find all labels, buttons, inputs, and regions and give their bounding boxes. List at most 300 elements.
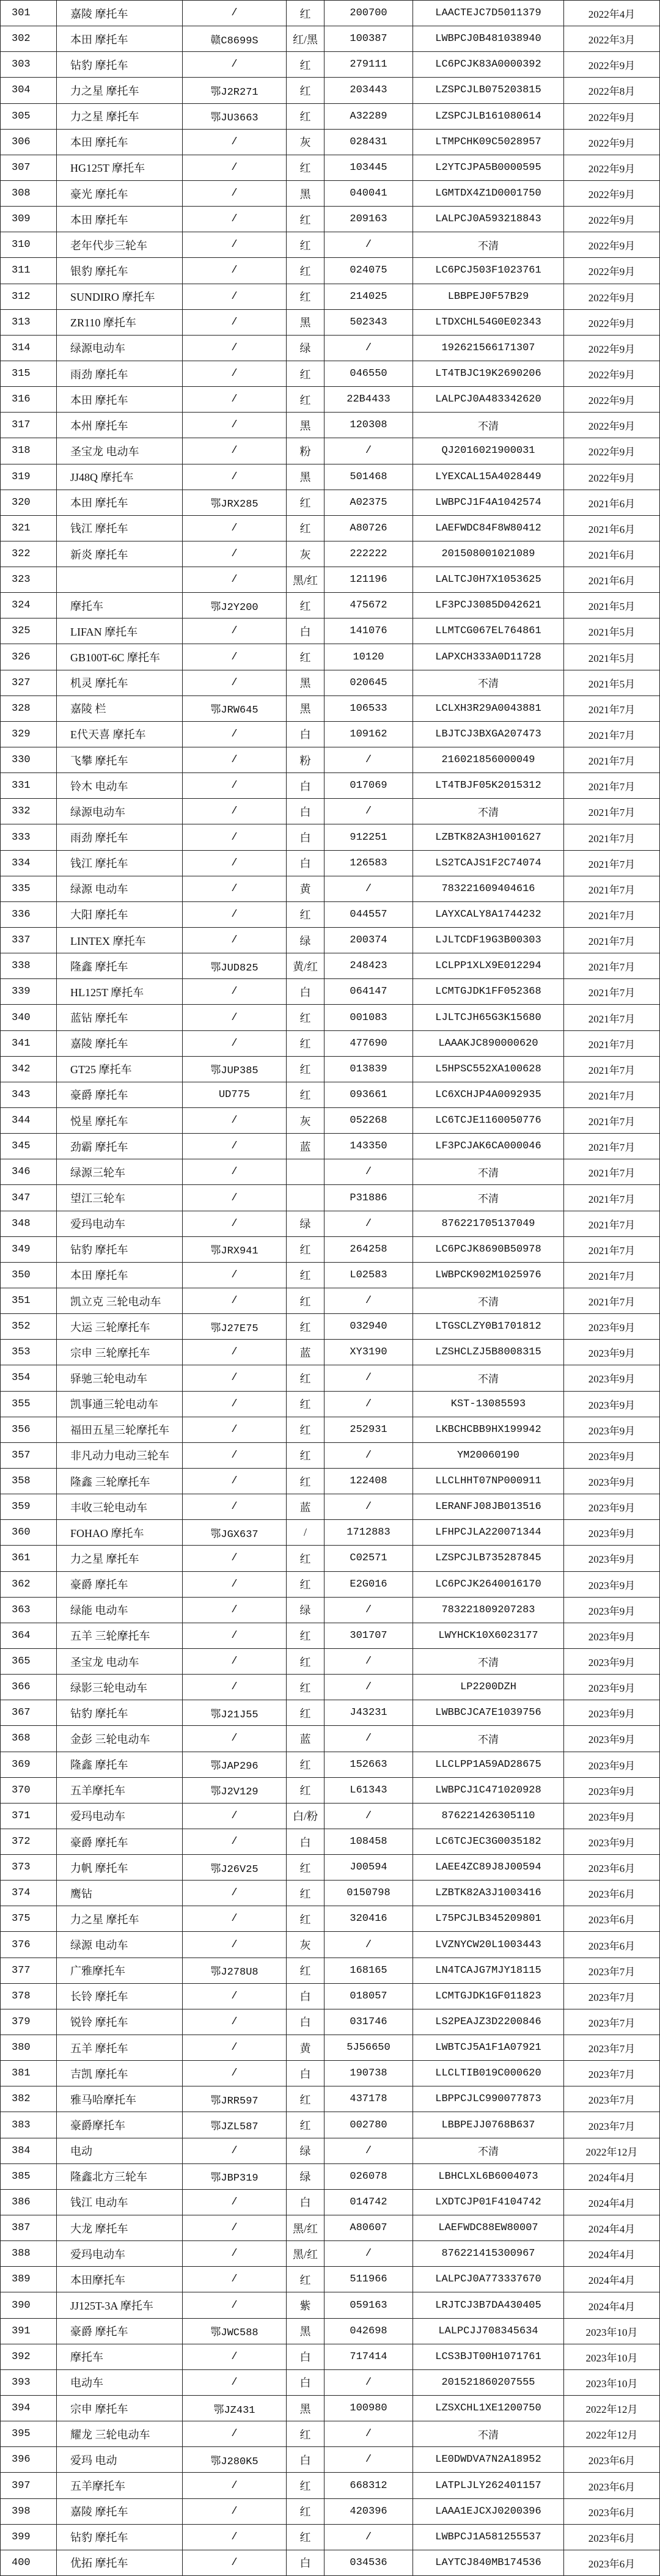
vin-cell: 201508001021089 [413,541,564,567]
vehicle-name-cell: 本田 摩托车 [57,130,183,155]
table-row [1,1108,660,1134]
vehicle-name-cell: 大运 三轮摩托车 [57,1314,183,1340]
table-row [1,2061,660,2086]
vehicle-name-cell: 力之星 摩托车 [57,1546,183,1571]
plate-number-cell: / [183,336,287,361]
vin-cell: LZBTK82A3J1003416 [413,1881,564,1906]
vin-cell: LC6PCJK2640016170 [413,1572,564,1598]
engine-number-cell: 22B4433 [324,387,413,413]
vehicle-name-cell: 宗申 三轮摩托车 [57,1340,183,1365]
plate-number-cell: / [183,851,287,876]
vehicle-color-cell: 红 [287,1057,324,1082]
plate-number-cell: / [183,310,287,336]
engine-number-cell: 044557 [324,902,413,928]
vehicle-color-cell: 黑/红 [287,567,324,593]
plate-number-cell: 鄂JRW645 [183,696,287,722]
vin-cell: YM20060190 [413,1443,564,1469]
vehicle-color-cell: 红 [287,1906,324,1932]
plate-number-cell: / [183,130,287,155]
vin-cell: 不清 [413,1649,564,1675]
engine-number-cell: 209163 [324,207,413,232]
record-date-cell: 2024年4月 [564,2190,660,2215]
record-date-cell: 2021年5月 [564,670,660,696]
vin-cell: LALPCJ0A483342620 [413,387,564,413]
vehicle-name-cell: 福田五星三轮摩托车 [57,1417,183,1443]
vehicle-color-cell: 绿 [287,1211,324,1237]
plate-number-cell: / [183,1572,287,1598]
vehicle-name-cell: 圣宝龙 电动车 [57,1649,183,1675]
vehicle-name-cell: 宗申 摩托车 [57,2396,183,2421]
engine-number-cell: 031746 [324,2009,413,2035]
table-row [1,1623,660,1649]
vehicle-color-cell: 粉 [287,438,324,464]
vehicle-color-cell: 黄/红 [287,953,324,979]
vehicle-name-cell: 钱江 电动车 [57,2190,183,2215]
row-number-cell: 325 [1,618,57,644]
vehicle-name-cell: 蓝钻 摩托车 [57,1005,183,1030]
table-row [1,1855,660,1881]
engine-number-cell: / [324,1494,413,1520]
row-number-cell: 358 [1,1469,57,1494]
vehicle-name-cell: 豪爵摩托车 [57,2112,183,2138]
engine-number-cell: / [324,2241,413,2267]
vin-cell: LALTCJ0H7X1053625 [413,567,564,593]
vehicle-color-cell: 红 [287,2421,324,2447]
table-row [1,1340,660,1365]
vehicle-color-cell: 白 [287,979,324,1005]
vehicle-name-cell: E代天喜 摩托车 [57,722,183,747]
row-number-cell: 392 [1,2344,57,2370]
vehicle-color-cell: 红 [287,644,324,670]
row-number-cell: 367 [1,1700,57,1726]
plate-number-cell: / [183,567,287,593]
vin-cell: 不清 [413,2421,564,2447]
plate-number-cell: 鄂JBP319 [183,2164,287,2190]
record-date-cell: 2021年7月 [564,1134,660,1159]
vehicle-color-cell: 黑 [287,2396,324,2421]
record-date-cell: 2022年9月 [564,361,660,387]
row-number-cell: 323 [1,567,57,593]
engine-number-cell: 143350 [324,1134,413,1159]
record-date-cell: 2023年9月 [564,1700,660,1726]
record-date-cell: 2024年4月 [564,2267,660,2292]
vehicle-name-cell: 力之星 摩托车 [57,104,183,130]
row-number-cell: 384 [1,2138,57,2164]
engine-number-cell: 5J56650 [324,2035,413,2061]
vehicle-color-cell: 白 [287,799,324,824]
vehicle-name-cell: HL125T 摩托车 [57,979,183,1005]
vehicle-color-cell: 绿 [287,2164,324,2190]
table-row [1,361,660,387]
vin-cell: LBBPEJJ0768B637 [413,2112,564,2138]
vehicle-color-cell: 黄 [287,2035,324,2061]
record-date-cell: 2021年7月 [564,928,660,953]
row-number-cell: 394 [1,2396,57,2421]
vehicle-color-cell: / [287,1520,324,1546]
plate-number-cell: / [183,516,287,541]
vehicle-color-cell: 白 [287,722,324,747]
vin-cell: LWBPCJ1A581255537 [413,2525,564,2550]
engine-number-cell: 108458 [324,1829,413,1855]
vehicle-name-cell: 丰收三轮电动车 [57,1494,183,1520]
row-number-cell: 341 [1,1031,57,1057]
vehicle-name-cell: 本州 摩托车 [57,413,183,438]
table-row [1,464,660,490]
table-row [1,1288,660,1314]
vehicle-name-cell: 望江三轮车 [57,1185,183,1211]
plate-number-cell: 鄂J278U8 [183,1958,287,1984]
row-number-cell: 388 [1,2241,57,2267]
vin-cell: LAEFWDC84F8W80412 [413,516,564,541]
vehicle-color-cell: 白 [287,2344,324,2370]
record-date-cell: 2022年9月 [564,310,660,336]
plate-number-cell: 鄂J2Y200 [183,593,287,618]
record-date-cell: 2022年3月 [564,26,660,52]
vin-cell: 不清 [413,2138,564,2164]
plate-number-cell: / [183,2035,287,2061]
row-number-cell: 377 [1,1958,57,1984]
vehicle-color-cell: 红 [287,1237,324,1263]
record-date-cell: 2023年9月 [564,1443,660,1469]
plate-number-cell: / [183,2138,287,2164]
record-date-cell: 2021年7月 [564,979,660,1005]
vehicle-color-cell [287,1185,324,1211]
vehicle-name-cell: 钻豹 摩托车 [57,52,183,78]
plate-number-cell: 鄂JU3663 [183,104,287,130]
plate-number-cell: / [183,1469,287,1494]
engine-number-cell: 100387 [324,26,413,52]
row-number-cell: 380 [1,2035,57,2061]
plate-number-cell: / [183,1263,287,1288]
plate-number-cell: / [183,2525,287,2550]
record-date-cell: 2021年7月 [564,1031,660,1057]
vehicle-color-cell: 红 [287,2525,324,2550]
row-number-cell: 333 [1,824,57,850]
table-row [1,1675,660,1700]
vin-cell: LLCLTIB019C000620 [413,2061,564,2086]
record-date-cell: 2023年6月 [564,1906,660,1932]
vehicle-color-cell: 红 [287,2112,324,2138]
row-number-cell: 344 [1,1108,57,1134]
vin-cell: LAYTCJ840MB174536 [413,2550,564,2576]
record-date-cell: 2023年9月 [564,1726,660,1752]
table-row [1,1984,660,2009]
row-number-cell: 331 [1,773,57,799]
row-number-cell: 329 [1,722,57,747]
table-row [1,2241,660,2267]
record-date-cell: 2023年6月 [564,1855,660,1881]
vehicle-name-cell: 爱玛电动车 [57,1804,183,1829]
row-number-cell: 381 [1,2061,57,2086]
row-number-cell: 371 [1,1804,57,1829]
table-row [1,1185,660,1211]
vin-cell: 不清 [413,1185,564,1211]
table-row [1,52,660,78]
vin-cell: LC6TCJEC3G0035182 [413,1829,564,1855]
vehicle-name-cell: 嘉陵 摩托车 [57,1031,183,1057]
engine-number-cell: 052268 [324,1108,413,1134]
engine-number-cell: 502343 [324,310,413,336]
plate-number-cell: / [183,387,287,413]
table-row [1,1392,660,1417]
vehicle-name-cell: 耀龙 三轮电动车 [57,2421,183,2447]
record-date-cell: 2022年9月 [564,284,660,310]
engine-number-cell: 200700 [324,1,413,26]
engine-number-cell: A80726 [324,516,413,541]
record-date-cell: 2021年7月 [564,902,660,928]
table-row [1,1263,660,1288]
row-number-cell: 311 [1,258,57,284]
plate-number-cell: / [183,284,287,310]
record-date-cell: 2023年6月 [564,2499,660,2525]
record-date-cell: 2021年7月 [564,1237,660,1263]
table-row [1,1546,660,1571]
row-number-cell: 332 [1,799,57,824]
vin-cell: LAAA1EJCXJ0200396 [413,2499,564,2525]
record-date-cell: 2022年9月 [564,104,660,130]
vin-cell: LXDTCJP01F4104742 [413,2190,564,2215]
vehicle-name-cell: 广雅摩托车 [57,1958,183,1984]
engine-number-cell: 912251 [324,824,413,850]
record-date-cell: 2022年9月 [564,438,660,464]
record-date-cell: 2023年9月 [564,1469,660,1494]
record-date-cell: 2023年6月 [564,2473,660,2498]
engine-number-cell: 152663 [324,1752,413,1778]
table-row [1,336,660,361]
vin-cell: LWYHCK10X6023177 [413,1623,564,1649]
vin-cell: LFHPCJLA220071344 [413,1520,564,1546]
table-row [1,232,660,258]
vehicle-name-cell: GT25 摩托车 [57,1057,183,1082]
vin-cell: 不清 [413,1159,564,1185]
table-row [1,438,660,464]
vin-cell: LCMTGJDK1GF011823 [413,1984,564,2009]
row-number-cell: 365 [1,1649,57,1675]
row-number-cell: 387 [1,2215,57,2241]
row-number-cell: 400 [1,2550,57,2576]
engine-number-cell: 042698 [324,2319,413,2344]
vehicle-color-cell: 黑 [287,670,324,696]
plate-number-cell: / [183,1984,287,2009]
vin-cell: 192621566171307 [413,336,564,361]
vin-cell: L75PCJLB345209801 [413,1906,564,1932]
vin-cell: L5HPSC552XA100628 [413,1057,564,1082]
table-row [1,979,660,1005]
vehicle-color-cell: 红 [287,1778,324,1804]
plate-number-cell: / [183,1726,287,1752]
vehicle-name-cell: 本田摩托车 [57,2267,183,2292]
engine-number-cell: / [324,336,413,361]
table-row [1,799,660,824]
plate-number-cell: / [183,1675,287,1700]
record-date-cell: 2023年9月 [564,1752,660,1778]
vehicle-color-cell: 白 [287,824,324,850]
vehicle-color-cell: 黑 [287,2319,324,2344]
record-date-cell: 2023年7月 [564,1984,660,2009]
vehicle-name-cell: 钱江 摩托车 [57,516,183,541]
row-number-cell: 372 [1,1829,57,1855]
vehicle-name-cell: 力帆 摩托车 [57,1855,183,1881]
vehicle-color-cell: 灰 [287,130,324,155]
row-number-cell: 382 [1,2086,57,2112]
engine-number-cell: 203443 [324,78,413,103]
table-row [1,413,660,438]
vehicle-name-cell: 五羊 摩托车 [57,2035,183,2061]
table-row [1,2473,660,2498]
row-number-cell: 317 [1,413,57,438]
vin-cell: LERANFJ08JB013516 [413,1494,564,1520]
table-row [1,490,660,516]
engine-number-cell: L61343 [324,1778,413,1804]
engine-number-cell: / [324,1726,413,1752]
plate-number-cell: / [183,1211,287,1237]
vin-cell: LTDXCHL54G0E02343 [413,310,564,336]
vehicle-name-cell: 圣宝龙 电动车 [57,438,183,464]
vehicle-name-cell: 银豹 摩托车 [57,258,183,284]
vehicle-color-cell: 黄 [287,876,324,902]
row-number-cell: 313 [1,310,57,336]
vehicle-color-cell: 白 [287,1829,324,1855]
engine-number-cell: 120308 [324,413,413,438]
row-number-cell: 338 [1,953,57,979]
plate-number-cell: / [183,2267,287,2292]
row-number-cell: 397 [1,2473,57,2498]
plate-number-cell: / [183,413,287,438]
row-number-cell: 396 [1,2447,57,2473]
vehicle-color-cell: 红 [287,1649,324,1675]
row-number-cell: 351 [1,1288,57,1314]
vehicle-name-cell: 绿源 电动车 [57,876,183,902]
record-date-cell: 2023年6月 [564,2550,660,2576]
row-number-cell: 349 [1,1237,57,1263]
vehicle-name-cell: 豪爵 摩托车 [57,2319,183,2344]
row-number-cell: 373 [1,1855,57,1881]
row-number-cell: 398 [1,2499,57,2525]
vehicle-name-cell: 本田 摩托车 [57,387,183,413]
plate-number-cell: / [183,902,287,928]
row-number-cell: 305 [1,104,57,130]
record-date-cell: 2023年9月 [564,1417,660,1443]
engine-number-cell: L02583 [324,1263,413,1288]
engine-number-cell: / [324,799,413,824]
row-number-cell: 345 [1,1134,57,1159]
table-row [1,876,660,902]
vin-cell: LBPPCJLC990077873 [413,2086,564,2112]
table-row [1,130,660,155]
engine-number-cell: 093661 [324,1082,413,1108]
vin-cell: LZSPCJLB075203815 [413,78,564,103]
engine-number-cell: 020645 [324,670,413,696]
engine-number-cell: 100980 [324,2396,413,2421]
engine-number-cell: / [324,1159,413,1185]
engine-number-cell: 511966 [324,2267,413,2292]
plate-number-cell: / [183,1,287,26]
row-number-cell: 399 [1,2525,57,2550]
vehicle-name-cell: 爱玛 电动 [57,2447,183,2473]
plate-number-cell: / [183,2190,287,2215]
record-date-cell: 2021年7月 [564,799,660,824]
vin-cell: 不清 [413,413,564,438]
plate-number-cell: / [183,1494,287,1520]
row-number-cell: 391 [1,2319,57,2344]
plate-number-cell: / [183,2241,287,2267]
table-row [1,902,660,928]
table-row [1,928,660,953]
row-number-cell: 304 [1,78,57,103]
vehicle-name-cell: 非凡动力电动三轮车 [57,1443,183,1469]
vin-cell: LYEXCAL15A4028449 [413,464,564,490]
record-date-cell: 2021年7月 [564,696,660,722]
engine-number-cell: 106533 [324,696,413,722]
vin-cell: LBHCLXL6B6004073 [413,2164,564,2190]
row-number-cell: 393 [1,2370,57,2396]
vehicle-color-cell: 红 [287,361,324,387]
vin-cell: LKBCHCBB9HX199942 [413,1417,564,1443]
vehicle-color-cell: 红 [287,1572,324,1598]
vehicle-name-cell: 吉凯 摩托车 [57,2061,183,2086]
vin-cell: LGMTDX4Z1D0001750 [413,181,564,207]
plate-number-cell: / [183,52,287,78]
table-row [1,1314,660,1340]
table-row [1,1649,660,1675]
plate-number-cell: / [183,979,287,1005]
vehicle-color-cell: 绿 [287,2138,324,2164]
record-date-cell: 2021年7月 [564,953,660,979]
vin-cell: LWBPCJ1F4A1042574 [413,490,564,516]
engine-number-cell: XY3190 [324,1340,413,1365]
plate-number-cell: 鄂J280K5 [183,2447,287,2473]
plate-number-cell: 鄂JZL587 [183,2112,287,2138]
engine-number-cell: / [324,1675,413,1700]
table-row [1,722,660,747]
record-date-cell: 2023年10月 [564,2344,660,2370]
record-date-cell: 2022年9月 [564,387,660,413]
table-row [1,644,660,670]
record-date-cell: 2024年4月 [564,2164,660,2190]
plate-number-cell: / [183,618,287,644]
vehicle-name-cell: 隆鑫 三轮摩托车 [57,1469,183,1494]
vehicle-color-cell: 红 [287,2499,324,2525]
plate-number-cell: / [183,361,287,387]
vehicle-color-cell: 白 [287,2190,324,2215]
table-row [1,2447,660,2473]
vehicle-name-cell: 钻豹 摩托车 [57,1700,183,1726]
record-date-cell: 2021年5月 [564,618,660,644]
table-row [1,207,660,232]
record-date-cell: 2021年7月 [564,773,660,799]
engine-number-cell: 046550 [324,361,413,387]
engine-number-cell: / [324,1932,413,1958]
engine-number-cell: 059163 [324,2292,413,2318]
record-date-cell: 2022年9月 [564,207,660,232]
plate-number-cell: / [183,928,287,953]
plate-number-cell: / [183,1906,287,1932]
table-row [1,1829,660,1855]
vehicle-color-cell: 红 [287,2086,324,2112]
vehicle-color-cell: 绿 [287,336,324,361]
engine-number-cell: / [324,438,413,464]
engine-number-cell: / [324,1365,413,1391]
vehicle-name-cell: 机灵 摩托车 [57,670,183,696]
vehicle-name-cell: 劲霸 摩托车 [57,1134,183,1159]
plate-number-cell: 赣C8699S [183,26,287,52]
plate-number-cell: / [183,1443,287,1469]
engine-number-cell: 190738 [324,2061,413,2086]
row-number-cell: 334 [1,851,57,876]
plate-number-cell: 鄂JRX285 [183,490,287,516]
vin-cell: LAEFWDC88EW80007 [413,2215,564,2241]
table-row [1,1,660,26]
